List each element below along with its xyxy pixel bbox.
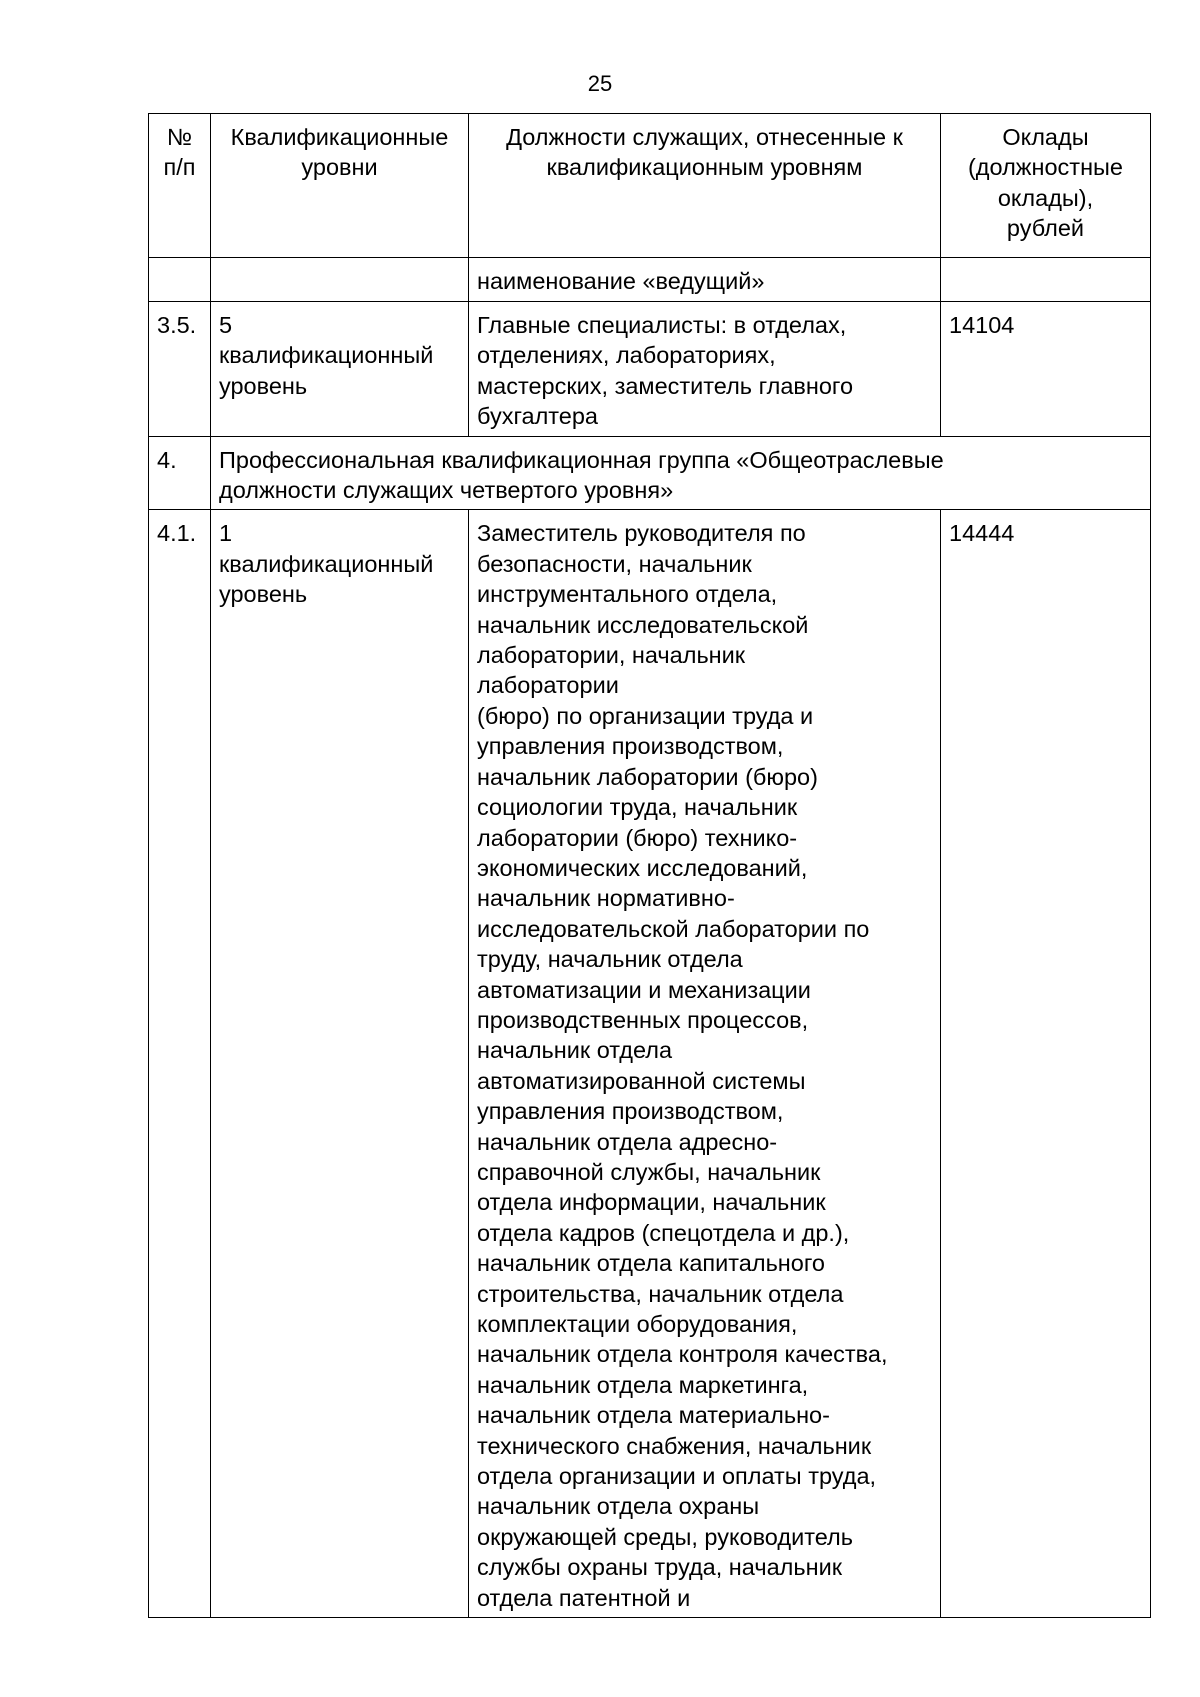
level-line: 5 xyxy=(219,312,233,338)
positions-line: отдела информации, начальник xyxy=(477,1189,826,1216)
cell-num: 4. xyxy=(149,436,211,510)
header-num-line: № xyxy=(166,124,193,150)
positions-line: (бюро) по организации труда и xyxy=(477,702,814,729)
positions-line: лаборатории, начальник xyxy=(477,642,746,669)
level-line: квалификационный xyxy=(219,550,434,577)
positions-line: инструментального отдела, xyxy=(477,581,778,608)
cell-level xyxy=(211,258,469,302)
positions-line: комплектации оборудования, xyxy=(477,1311,798,1337)
cell-level xyxy=(211,510,469,1618)
positions-line: отдела патентной и xyxy=(477,1584,691,1611)
positions-line: Заместитель руководителя по xyxy=(477,520,806,547)
positions-line: мастерских, заместитель главного xyxy=(477,372,854,399)
positions-line: лаборатории xyxy=(477,672,619,699)
header-salary-line: Оклады xyxy=(1002,124,1089,150)
positions-line: безопасности, начальник xyxy=(477,550,752,577)
positions-line: отдела кадров (спецотдела и др.), xyxy=(477,1219,850,1246)
positions-line: начальник нормативно- xyxy=(477,885,735,912)
level-line: уровень xyxy=(219,372,308,399)
positions-line: начальник отдела xyxy=(477,1037,673,1064)
salary-table xyxy=(148,113,1151,1618)
positions-line: труду, начальник отдела xyxy=(477,946,743,973)
header-level xyxy=(211,114,469,258)
positions-line: строительства, начальник отдела xyxy=(477,1280,844,1307)
table-row-3-5 xyxy=(149,302,1151,437)
cell-positions: наименование «ведущий» xyxy=(469,258,941,302)
header-positions xyxy=(469,114,941,258)
header-level-line: уровни xyxy=(301,154,378,181)
header-salary-line: рублей xyxy=(1006,215,1085,242)
header-num-line: п/п xyxy=(163,154,196,181)
header-level-line: Квалификационные xyxy=(230,124,449,150)
cell-positions xyxy=(469,302,941,437)
positions-line: отдела организации и оплаты труда, xyxy=(477,1463,877,1490)
positions-line: отделениях, лабораториях, xyxy=(477,342,776,369)
header-salary-line: оклады), xyxy=(997,184,1094,211)
positions-line: экономических исследований, xyxy=(477,854,808,881)
level-line: квалификационный xyxy=(219,342,434,369)
positions-line: автоматизированной системы xyxy=(477,1067,806,1094)
cell-salary xyxy=(941,258,1151,302)
positions-line: начальник отдела адресно- xyxy=(477,1128,778,1155)
positions-line: социологии труда, начальник xyxy=(477,794,798,821)
cell-salary: 14444 xyxy=(941,510,1151,1618)
cell-num: 4.1. xyxy=(149,510,211,1618)
cell-positions xyxy=(469,510,941,1618)
table-header-row xyxy=(149,114,1151,258)
positions-line: начальник исследовательской xyxy=(477,611,809,638)
positions-line: начальник отдела маркетинга, xyxy=(477,1371,809,1398)
positions-line: управления производством, xyxy=(477,733,784,760)
header-salary xyxy=(941,114,1151,258)
positions-line: лаборатории (бюро) технико- xyxy=(477,824,798,851)
positions-line: бухгалтера xyxy=(477,403,598,430)
group-title-line: должности служащих четвертого уровня» xyxy=(219,477,674,504)
positions-line: автоматизации и механизации xyxy=(477,976,811,1003)
positions-line: начальник отдела контроля качества, xyxy=(477,1341,888,1368)
positions-line: начальник лаборатории (бюро) xyxy=(477,763,818,790)
positions-line: справочной службы, начальник xyxy=(477,1158,821,1185)
cell-group-title xyxy=(211,436,1151,510)
table-row-continuation xyxy=(149,258,1151,302)
positions-line: начальник отдела материально- xyxy=(477,1402,830,1429)
cell-salary: 14104 xyxy=(941,302,1151,437)
cell-num xyxy=(149,258,211,302)
cell-level xyxy=(211,302,469,437)
positions-line: производственных процессов, xyxy=(477,1006,809,1033)
cell-num: 3.5. xyxy=(149,302,211,437)
positions-line: технического снабжения, начальник xyxy=(477,1432,872,1459)
positions-line: управления производством, xyxy=(477,1098,784,1125)
page-number: 25 xyxy=(587,71,613,96)
positions-line: службы охраны труда, начальник xyxy=(477,1554,842,1581)
header-salary-line: (должностные xyxy=(967,154,1124,181)
header-num xyxy=(149,114,211,258)
header-positions-line: Должности служащих, отнесенные к xyxy=(506,124,903,150)
positions-line: исследовательской лаборатории по xyxy=(477,915,870,942)
table-row-4-1 xyxy=(149,510,1151,1618)
header-positions-line: квалификационным уровням xyxy=(546,154,863,181)
level-line: 1 xyxy=(219,520,233,547)
positions-line: начальник отдела охраны xyxy=(477,1493,760,1520)
level-line: уровень xyxy=(219,581,308,608)
positions-line: Главные специалисты: в отделах, xyxy=(477,312,847,338)
positions-line: начальник отдела капитального xyxy=(477,1250,825,1277)
positions-line: окружающей среды, руководитель xyxy=(477,1523,853,1550)
group-title-line: Профессиональная квалификационная группа «Общеотраслевые xyxy=(219,446,944,473)
table-row-group-4 xyxy=(149,436,1151,510)
